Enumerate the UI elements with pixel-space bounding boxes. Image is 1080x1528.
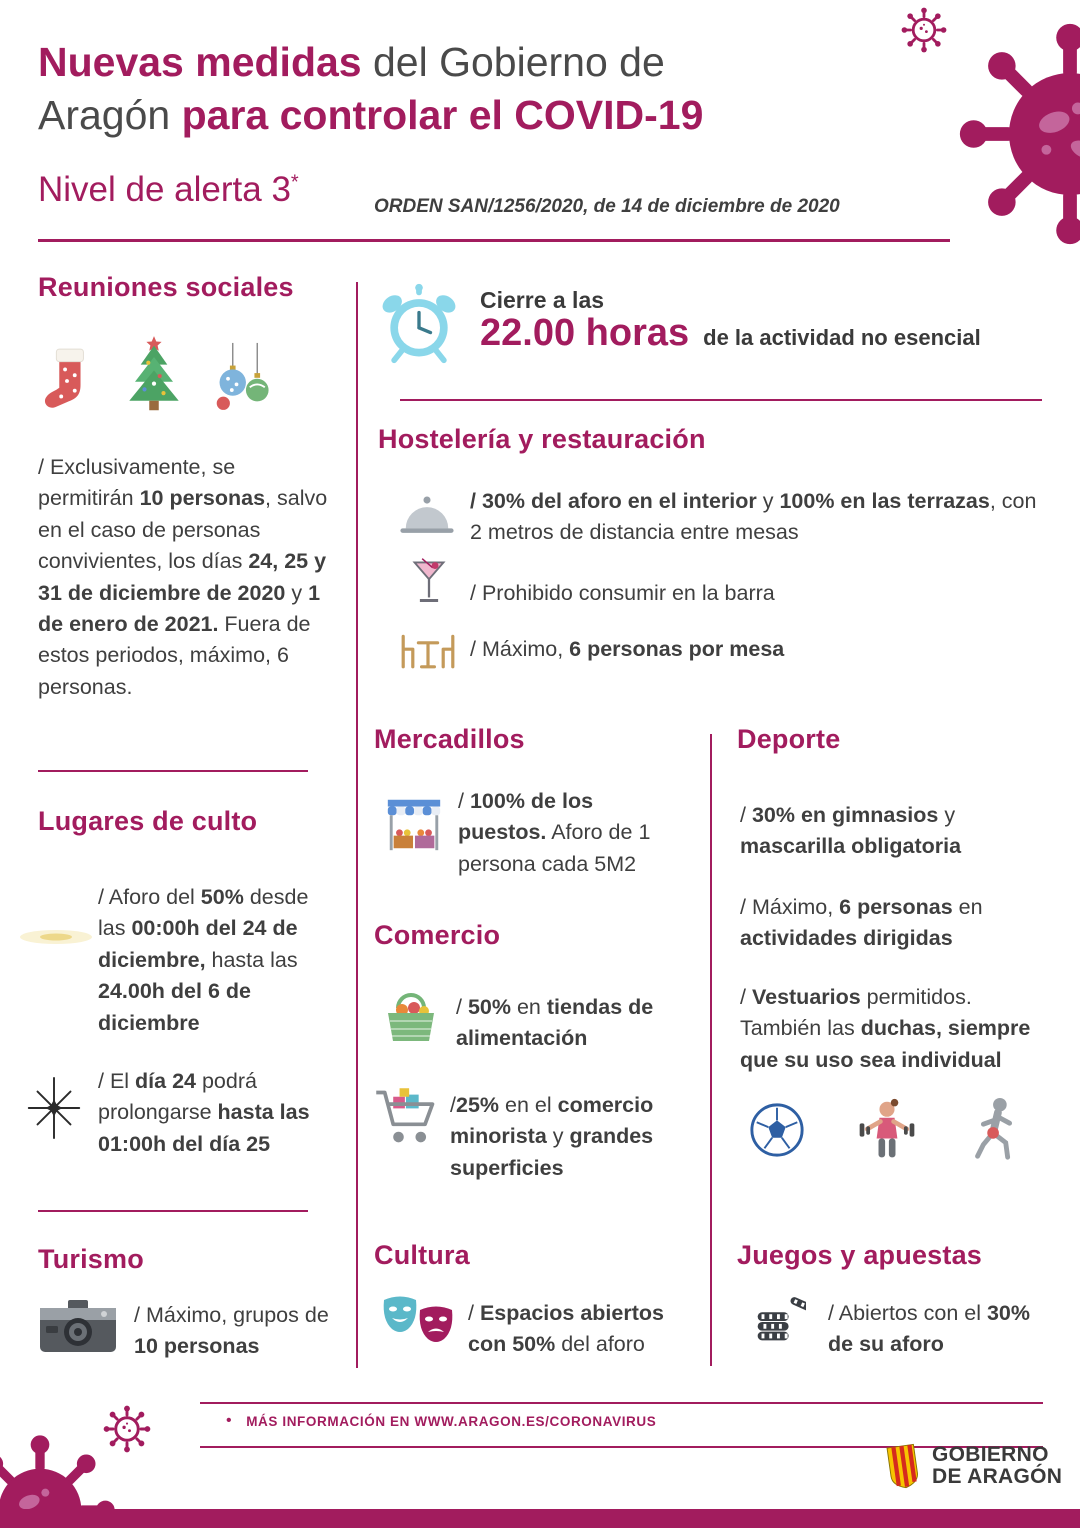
turismo-text: / Máximo, grupos de 10 personas <box>134 1303 329 1359</box>
order-reference: ORDEN SAN/1256/2020, de 14 de diciembre de 2020 <box>374 196 840 217</box>
section-heading-cultura: Cultura <box>374 1240 470 1270</box>
mercadillos-text: / 100% de los puestos. Aforo de 1 persona cada 5M2 <box>458 789 651 876</box>
shopping-cart-icon <box>372 1084 442 1154</box>
deporte-text-1: / 30% en gimnasios y mascarilla obligatoria <box>740 803 962 859</box>
cocktail-icon <box>410 552 448 614</box>
ornaments-icon <box>212 342 278 424</box>
more-info-text: MÁS INFORMACIÓN EN WWW.ARAGON.ES/CORONAVIRUS <box>246 1413 657 1429</box>
closing-line <box>480 312 981 355</box>
lugares-text-2: / El día 24 podrá prolongarse hasta las 01:00h del día 25 <box>98 1069 310 1156</box>
market-stall-icon <box>382 792 446 856</box>
virus-icon <box>952 16 1080 252</box>
bottom-bar <box>0 1509 1080 1528</box>
comercio-text-1: / 50% en tiendas de alimentación <box>456 995 654 1051</box>
juegos-text: / Abiertos con el 30% de su aforo <box>828 1301 1030 1357</box>
stocking-icon <box>38 338 96 424</box>
hosteleria-text-2: / Prohibido consumir en la barra <box>470 581 775 605</box>
section-heading-lugares: Lugares de culto <box>38 806 258 836</box>
weightlifter-icon <box>854 1096 920 1164</box>
bullet: • <box>226 1412 233 1429</box>
page-title <box>38 36 898 143</box>
divider <box>400 399 1042 401</box>
reuniones-text: / Exclusivamente, se permitirán 10 personas, salvo en el caso de personas convivientes, los días 24, 25 y 31 de diciembre de 2020 y 1 de enero de 2021. Fuera de estos periodos, máximo, 6 personas. <box>38 455 328 699</box>
lugares-text-1: / Aforo del 50% desde las 00:00h del 24 de diciembre, hasta las 24.00h del 6 de diciembre <box>98 885 309 1035</box>
virus-icon <box>900 6 948 54</box>
candle-glow-icon <box>16 916 96 958</box>
logo-text: GOBIERNO DE ARAGÓN <box>932 1442 1063 1488</box>
closing-time: 22.00 horas <box>480 312 690 354</box>
table-chairs-icon <box>396 630 460 670</box>
hosteleria-text-3: / Máximo, 6 personas por mesa <box>470 637 785 661</box>
header-rule <box>38 239 950 242</box>
poker-chips-icon <box>748 1292 806 1350</box>
alert-asterisk: * <box>290 171 299 194</box>
christmas-icons <box>38 330 278 424</box>
more-info <box>226 1412 656 1430</box>
divider <box>356 282 358 1368</box>
food-basket-icon <box>380 984 442 1046</box>
deporte-text-2: / Máximo, 6 personas en actividades dirigidas <box>740 895 983 951</box>
theater-masks-icon <box>380 1292 458 1354</box>
page-title-line2: Aragón para controlar el COVID-19 <box>38 92 704 139</box>
divider <box>38 770 308 772</box>
section-heading-turismo: Turismo <box>38 1244 144 1274</box>
virus-icon <box>102 1404 152 1454</box>
runner-icon <box>968 1096 1024 1164</box>
section-heading-deporte: Deporte <box>737 724 841 754</box>
star-sparkle-icon <box>22 1076 86 1140</box>
section-heading-reuniones: Reuniones sociales <box>38 272 294 302</box>
alert-level: Nivel de alerta 3* <box>38 170 299 209</box>
section-heading-hosteleria: Hostelería y restauración <box>378 424 706 454</box>
section-heading-juegos: Juegos y apuestas <box>737 1240 983 1270</box>
section-heading-mercadillos: Mercadillos <box>374 724 525 754</box>
christmas-tree-icon <box>116 330 192 424</box>
page-title-line1: Nuevas medidas del Gobierno de <box>38 39 665 85</box>
deporte-text-3: / Vestuarios permitidos. También las duchas, siempre que su uso sea individual <box>740 985 1031 1072</box>
divider <box>200 1402 1043 1404</box>
hosteleria-text-1: / 30% del aforo en el interior y 100% en las terrazas, con 2 metros de distancia entre mesas <box>470 489 1037 545</box>
closing-prefix: Cierre a las <box>480 287 605 313</box>
sport-icons <box>748 1096 1024 1164</box>
gobierno-aragon-logo <box>884 1442 1062 1490</box>
cultura-text: / Espacios abiertos con 50% del aforo <box>468 1301 664 1357</box>
soccer-ball-icon <box>748 1101 806 1159</box>
camera-icon <box>38 1298 118 1356</box>
divider <box>38 1210 308 1212</box>
alarm-clock-icon <box>376 280 462 366</box>
divider <box>710 734 712 1366</box>
aragon-flag-icon <box>884 1442 922 1490</box>
serving-dish-icon <box>396 492 458 540</box>
closing-suffix: de la actividad no esencial <box>703 325 981 350</box>
comercio-text-2: /25% en el comercio minorista y grandes superficies <box>450 1093 654 1180</box>
section-heading-comercio: Comercio <box>374 920 501 950</box>
